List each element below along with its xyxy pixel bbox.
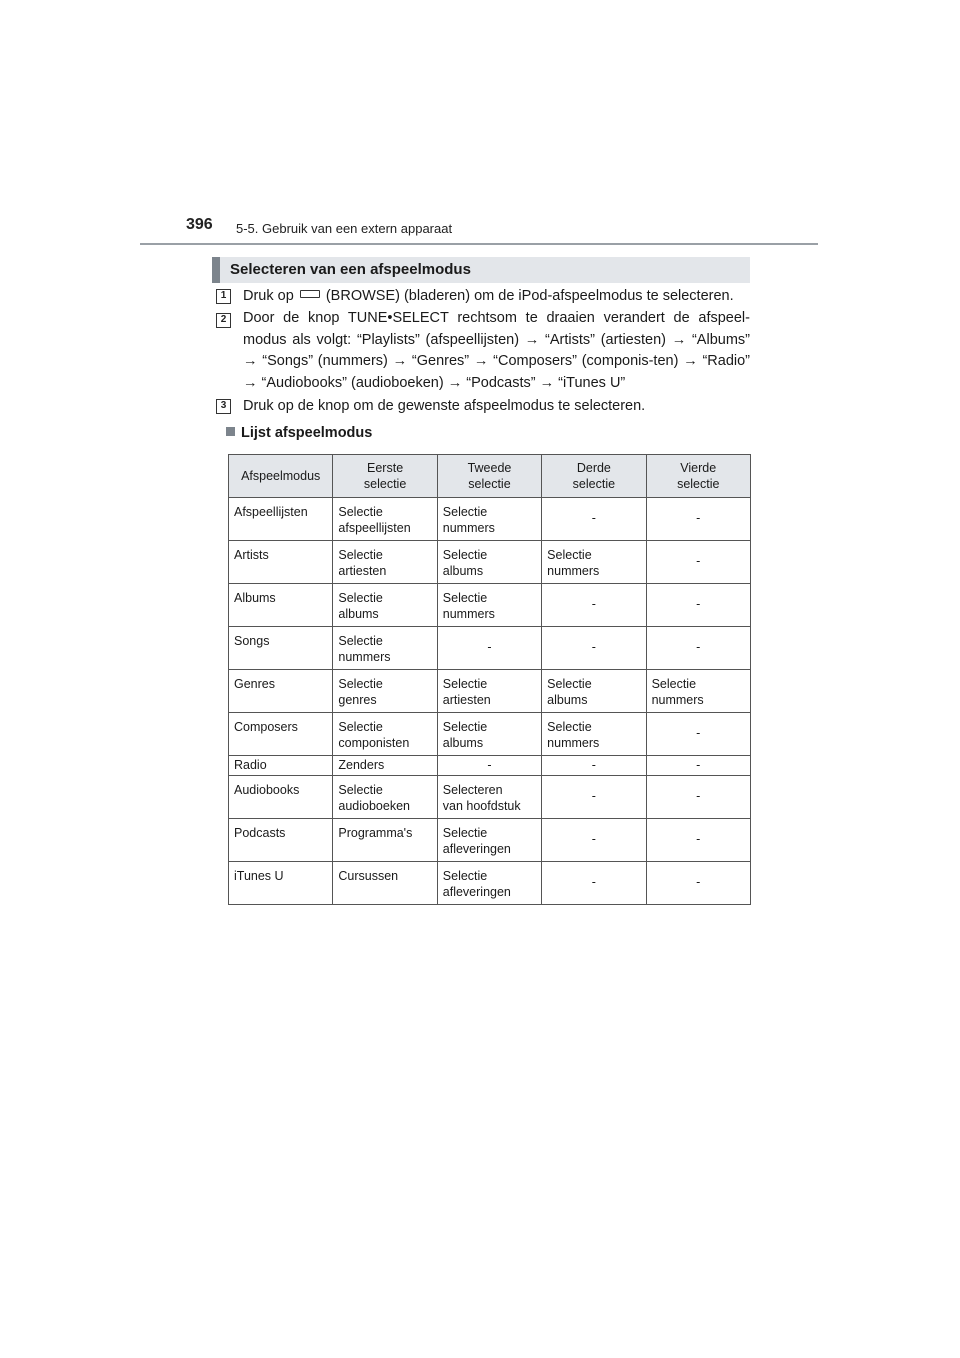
step-number-2: 2	[216, 313, 231, 328]
table-row-mode: Songs	[229, 627, 333, 670]
table-row	[229, 862, 751, 905]
table-row	[229, 776, 751, 819]
table-row-mode: iTunes U	[229, 862, 333, 905]
table-cell: -	[542, 627, 646, 670]
table-row	[229, 498, 751, 541]
table-cell: Selectie nummers	[437, 498, 541, 541]
table-row-mode: Audiobooks	[229, 776, 333, 819]
step-3-text: Druk op de knop om de gewenste afspeelmodus te selecteren.	[243, 398, 646, 414]
step-1-text	[243, 286, 750, 308]
step-1-text-after: (BROWSE) (bladeren) om de iPod-afspeelmodus te selecteren.	[325, 288, 734, 304]
table-cell: -	[542, 498, 646, 541]
table-cell: Selectie nummers	[333, 627, 437, 670]
table-cell: Selectie nummers	[542, 541, 646, 584]
table-cell: Zenders	[333, 756, 437, 776]
table-cell: Selectie genres	[333, 670, 437, 713]
table-cell: Selectie albums	[437, 713, 541, 756]
table-row	[229, 819, 751, 862]
table-row-mode: Albums	[229, 584, 333, 627]
table-cell: -	[646, 498, 750, 541]
table-cell: -	[542, 756, 646, 776]
table-cell: Selectie componisten	[333, 713, 437, 756]
table-header: Eerste selectie	[333, 455, 437, 498]
page-number: 396	[186, 216, 213, 233]
table-cell: Selectie afspeellijsten	[333, 498, 437, 541]
table-cell: Programma's	[333, 819, 437, 862]
table-cell: -	[437, 627, 541, 670]
table-cell: Selectie nummers	[437, 584, 541, 627]
table-cell: Selectie afleveringen	[437, 819, 541, 862]
square-bullet-icon	[226, 427, 235, 436]
table-cell: Selectie audioboeken	[333, 776, 437, 819]
step-number-1: 1	[216, 289, 231, 304]
table-cell: -	[437, 756, 541, 776]
table-cell: -	[542, 776, 646, 819]
table-header-row	[229, 455, 751, 498]
table-row	[229, 584, 751, 627]
table-cell: Selectie albums	[437, 541, 541, 584]
table-header: Vierde selectie	[646, 455, 750, 498]
table-cell: Selectie artiesten	[333, 541, 437, 584]
table-cell: -	[646, 756, 750, 776]
table-row-mode: Artists	[229, 541, 333, 584]
table-body	[229, 498, 751, 905]
table-cell: -	[646, 862, 750, 905]
table-cell: -	[542, 584, 646, 627]
table-row	[229, 713, 751, 756]
table-cell: Selectie afleveringen	[437, 862, 541, 905]
table-row-mode: Afspeellijsten	[229, 498, 333, 541]
table-header: Tweede selectie	[437, 455, 541, 498]
section-header: 5-5. Gebruik van een extern apparaat	[236, 221, 453, 236]
table-header: Afspeelmodus	[229, 455, 333, 498]
table-cell: -	[542, 862, 646, 905]
table-cell: -	[646, 713, 750, 756]
table-cell: -	[646, 627, 750, 670]
table-cell: Selectie artiesten	[437, 670, 541, 713]
table-cell: Selectie nummers	[542, 713, 646, 756]
step-1-text-before: Druk op	[243, 288, 294, 304]
section-title-bar	[212, 257, 750, 283]
section-title: Selecteren van een afspeelmodus	[230, 261, 471, 278]
table-cell: Cursussen	[333, 862, 437, 905]
playback-mode-table	[228, 454, 751, 905]
table-cell: -	[542, 819, 646, 862]
table-row	[229, 670, 751, 713]
table-cell: Selectie albums	[542, 670, 646, 713]
table-cell: Selectie nummers	[646, 670, 750, 713]
table-cell: -	[646, 819, 750, 862]
table-cell: Selectie albums	[333, 584, 437, 627]
header-divider	[140, 243, 818, 245]
table-cell: Selecteren van hoofdstuk	[437, 776, 541, 819]
table-cell: -	[646, 776, 750, 819]
table-row-mode: Radio	[229, 756, 333, 776]
table-row-mode: Genres	[229, 670, 333, 713]
browse-button-icon	[300, 290, 320, 298]
subheading	[226, 425, 372, 441]
table-row	[229, 627, 751, 670]
step-number-3: 3	[216, 399, 231, 414]
step-2-text: Door de knop TUNE•SELECT rechtsom te draaien verandert de afspeel-modus als volgt: “Playlists” (afspeellijsten) → “Artists” (artiesten) → “Albums” → “Songs” (nummers) → “Genres” → “Composers” (componis-ten) → “Radio” → “Audiobooks” (audioboeken) → “Podcasts” → “iTunes U”	[243, 310, 750, 391]
table-row	[229, 541, 751, 584]
subheading-text: Lijst afspeelmodus	[241, 425, 373, 441]
table-header: Derde selectie	[542, 455, 646, 498]
table-cell: -	[646, 584, 750, 627]
table-cell: -	[646, 541, 750, 584]
table-row-mode: Composers	[229, 713, 333, 756]
table-row	[229, 756, 751, 776]
table-row-mode: Podcasts	[229, 819, 333, 862]
